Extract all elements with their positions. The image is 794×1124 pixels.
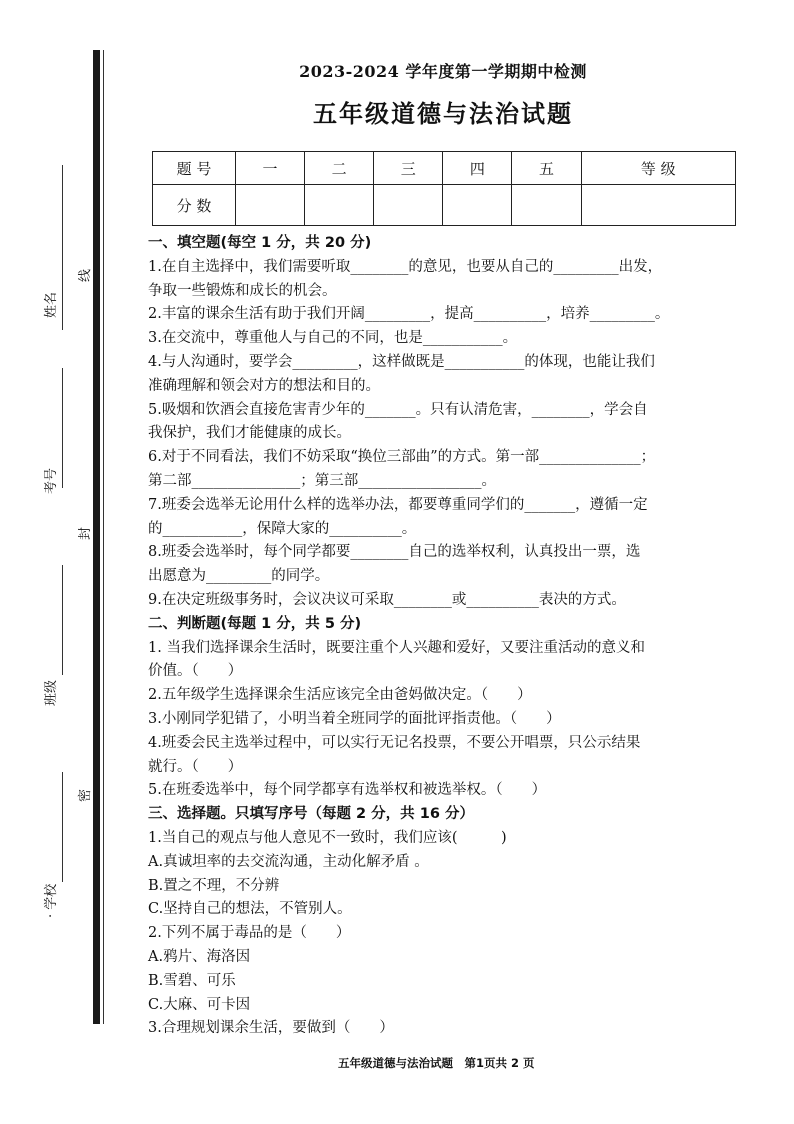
- questions-body: [148, 232, 740, 1041]
- question-line: 8.班委会选举时，每个同学都要________自己的选举权利，认真投出一票，选: [148, 544, 641, 561]
- paper-title: 五年级道德与法治试题: [313, 99, 573, 128]
- score-header-cell: 一: [236, 152, 305, 185]
- class-label: 班级: [44, 679, 59, 706]
- score-input-cell[interactable]: [443, 185, 512, 226]
- question-line: 5.吸烟和饮酒会直接危害青少年的_______。只有认清危害，________，学会自: [148, 401, 648, 418]
- question-line: 3.合理规划课余生活，要做到（ ）: [148, 1020, 394, 1037]
- question-line: 出愿意为_________的同学。: [148, 568, 330, 585]
- school-underline: [62, 772, 63, 882]
- question-line: 7.班委会选举无论用什么样的选举办法，都要尊重同学们的_______，遵循一定: [148, 496, 648, 513]
- score-header-cell: 二: [305, 152, 374, 185]
- section-heading: 一、填空题(每空 1 分，共 20 分): [148, 235, 372, 251]
- question-line: 5.在班委选举中，每个同学都享有选举权和被选举权。（ ）: [148, 782, 547, 799]
- score-input-cell[interactable]: [305, 185, 374, 226]
- question-line: 4.与人沟通时，要学会_________，这样做既是___________的体现，也能让我们: [148, 353, 655, 370]
- score-header-cell: 五: [512, 152, 581, 185]
- question-line: B.雪碧、可乐: [148, 972, 236, 989]
- term-title: 2023-2024 学年度第一学期期中检测: [299, 62, 587, 81]
- score-header-cell: 四: [443, 152, 512, 185]
- question-line: 1.当自己的观点与他人意见不一致时，我们应该( ): [148, 829, 507, 846]
- score-input-cell[interactable]: [236, 185, 305, 226]
- question-line: 6.对于不同看法，我们不妨采取“换位三部曲”的方式。第一部______________；: [148, 449, 656, 466]
- question-line: C.大麻、可卡因: [148, 996, 251, 1013]
- question-line: 的___________，保障大家的__________。: [148, 520, 417, 537]
- question-line: 2.下列不属于毒品的是（ ）: [148, 925, 351, 942]
- question-line: 1.在自主选择中，我们需要听取________的意见，也要从自己的_________出发，: [148, 258, 663, 275]
- score-table-score-row: [153, 185, 736, 226]
- score-row-label: 分 数: [153, 185, 236, 226]
- question-line: 4.班委会民主选举过程中，可以实行无记名投票，不要公开唱票，只公示结果: [148, 734, 641, 751]
- seal-seal-text: 封: [78, 526, 93, 540]
- question-line: A.鸦片、海洛因: [148, 948, 251, 965]
- question-line: 3.小刚同学犯错了，小明当着全班同学的面批评指责他。（ ）: [148, 710, 561, 727]
- school-label: · 学校: [44, 883, 59, 918]
- section-heading: 二、判断题(每题 1 分，共 5 分): [148, 615, 362, 632]
- score-input-cell[interactable]: [512, 185, 581, 226]
- question-line: 价值。（ ）: [148, 663, 243, 680]
- score-header-cell: 三: [374, 152, 443, 185]
- question-line: 准确理解和领会对方的想法和目的。: [148, 377, 380, 394]
- question-line: 就行。（ ）: [148, 758, 243, 775]
- question-line: B.置之不理，不分辨: [148, 877, 280, 894]
- question-line: A.真诚坦率的去交流沟通，主动化解矛盾 。: [148, 853, 429, 870]
- question-line: 2.丰富的课余生活有助于我们开阔_________，提高__________，培养_________。: [148, 306, 670, 323]
- score-header-cell: 题 号: [153, 152, 236, 185]
- page-header: [148, 60, 738, 132]
- question-line: 争取一些锻炼和成长的机会。: [148, 282, 337, 299]
- score-table-header-row: [153, 152, 736, 185]
- question-line: 3.在交流中，尊重他人与自己的不同，也是___________。: [148, 330, 518, 347]
- name-label: 姓名: [44, 291, 59, 318]
- seal-line-text: 线: [78, 268, 93, 282]
- score-input-cell[interactable]: [374, 185, 443, 226]
- exam-no-label: 考号: [44, 467, 59, 494]
- question-line: 1. 当我们选择课余生活时，既要注重个人兴趣和爱好，又要注重活动的意义和: [148, 639, 645, 656]
- class-underline: [62, 565, 63, 675]
- score-header-cell: 等 级: [581, 152, 735, 185]
- binding-thick-line: [93, 50, 100, 1024]
- question-line: 2.五年级学生选择课余生活应该完全由爸妈做决定。（ ）: [148, 687, 532, 704]
- binding-thin-line: [103, 50, 104, 1024]
- page-footer: 五年级道德与法治试题 第1页共 2 页: [338, 1056, 535, 1070]
- exam-no-underline: [62, 368, 63, 488]
- binding-margin: [0, 0, 110, 1124]
- name-underline: [62, 165, 63, 330]
- section-heading: 三、选择题。只填写序号（每题 2 分，共 16 分）: [148, 806, 474, 823]
- seal-secret-text: 密: [78, 788, 93, 802]
- question-line: C.坚持自己的想法，不管别人。: [148, 901, 352, 918]
- score-input-cell[interactable]: [581, 185, 735, 226]
- question-line: 9.在决定班级事务时，会议决议可采取________或__________表决的方式。: [148, 591, 626, 608]
- question-line: 第二部_______________；第三部_________________。: [148, 472, 496, 489]
- question-line: 我保护，我们才能健康的成长。: [148, 425, 351, 442]
- score-table: [152, 151, 736, 226]
